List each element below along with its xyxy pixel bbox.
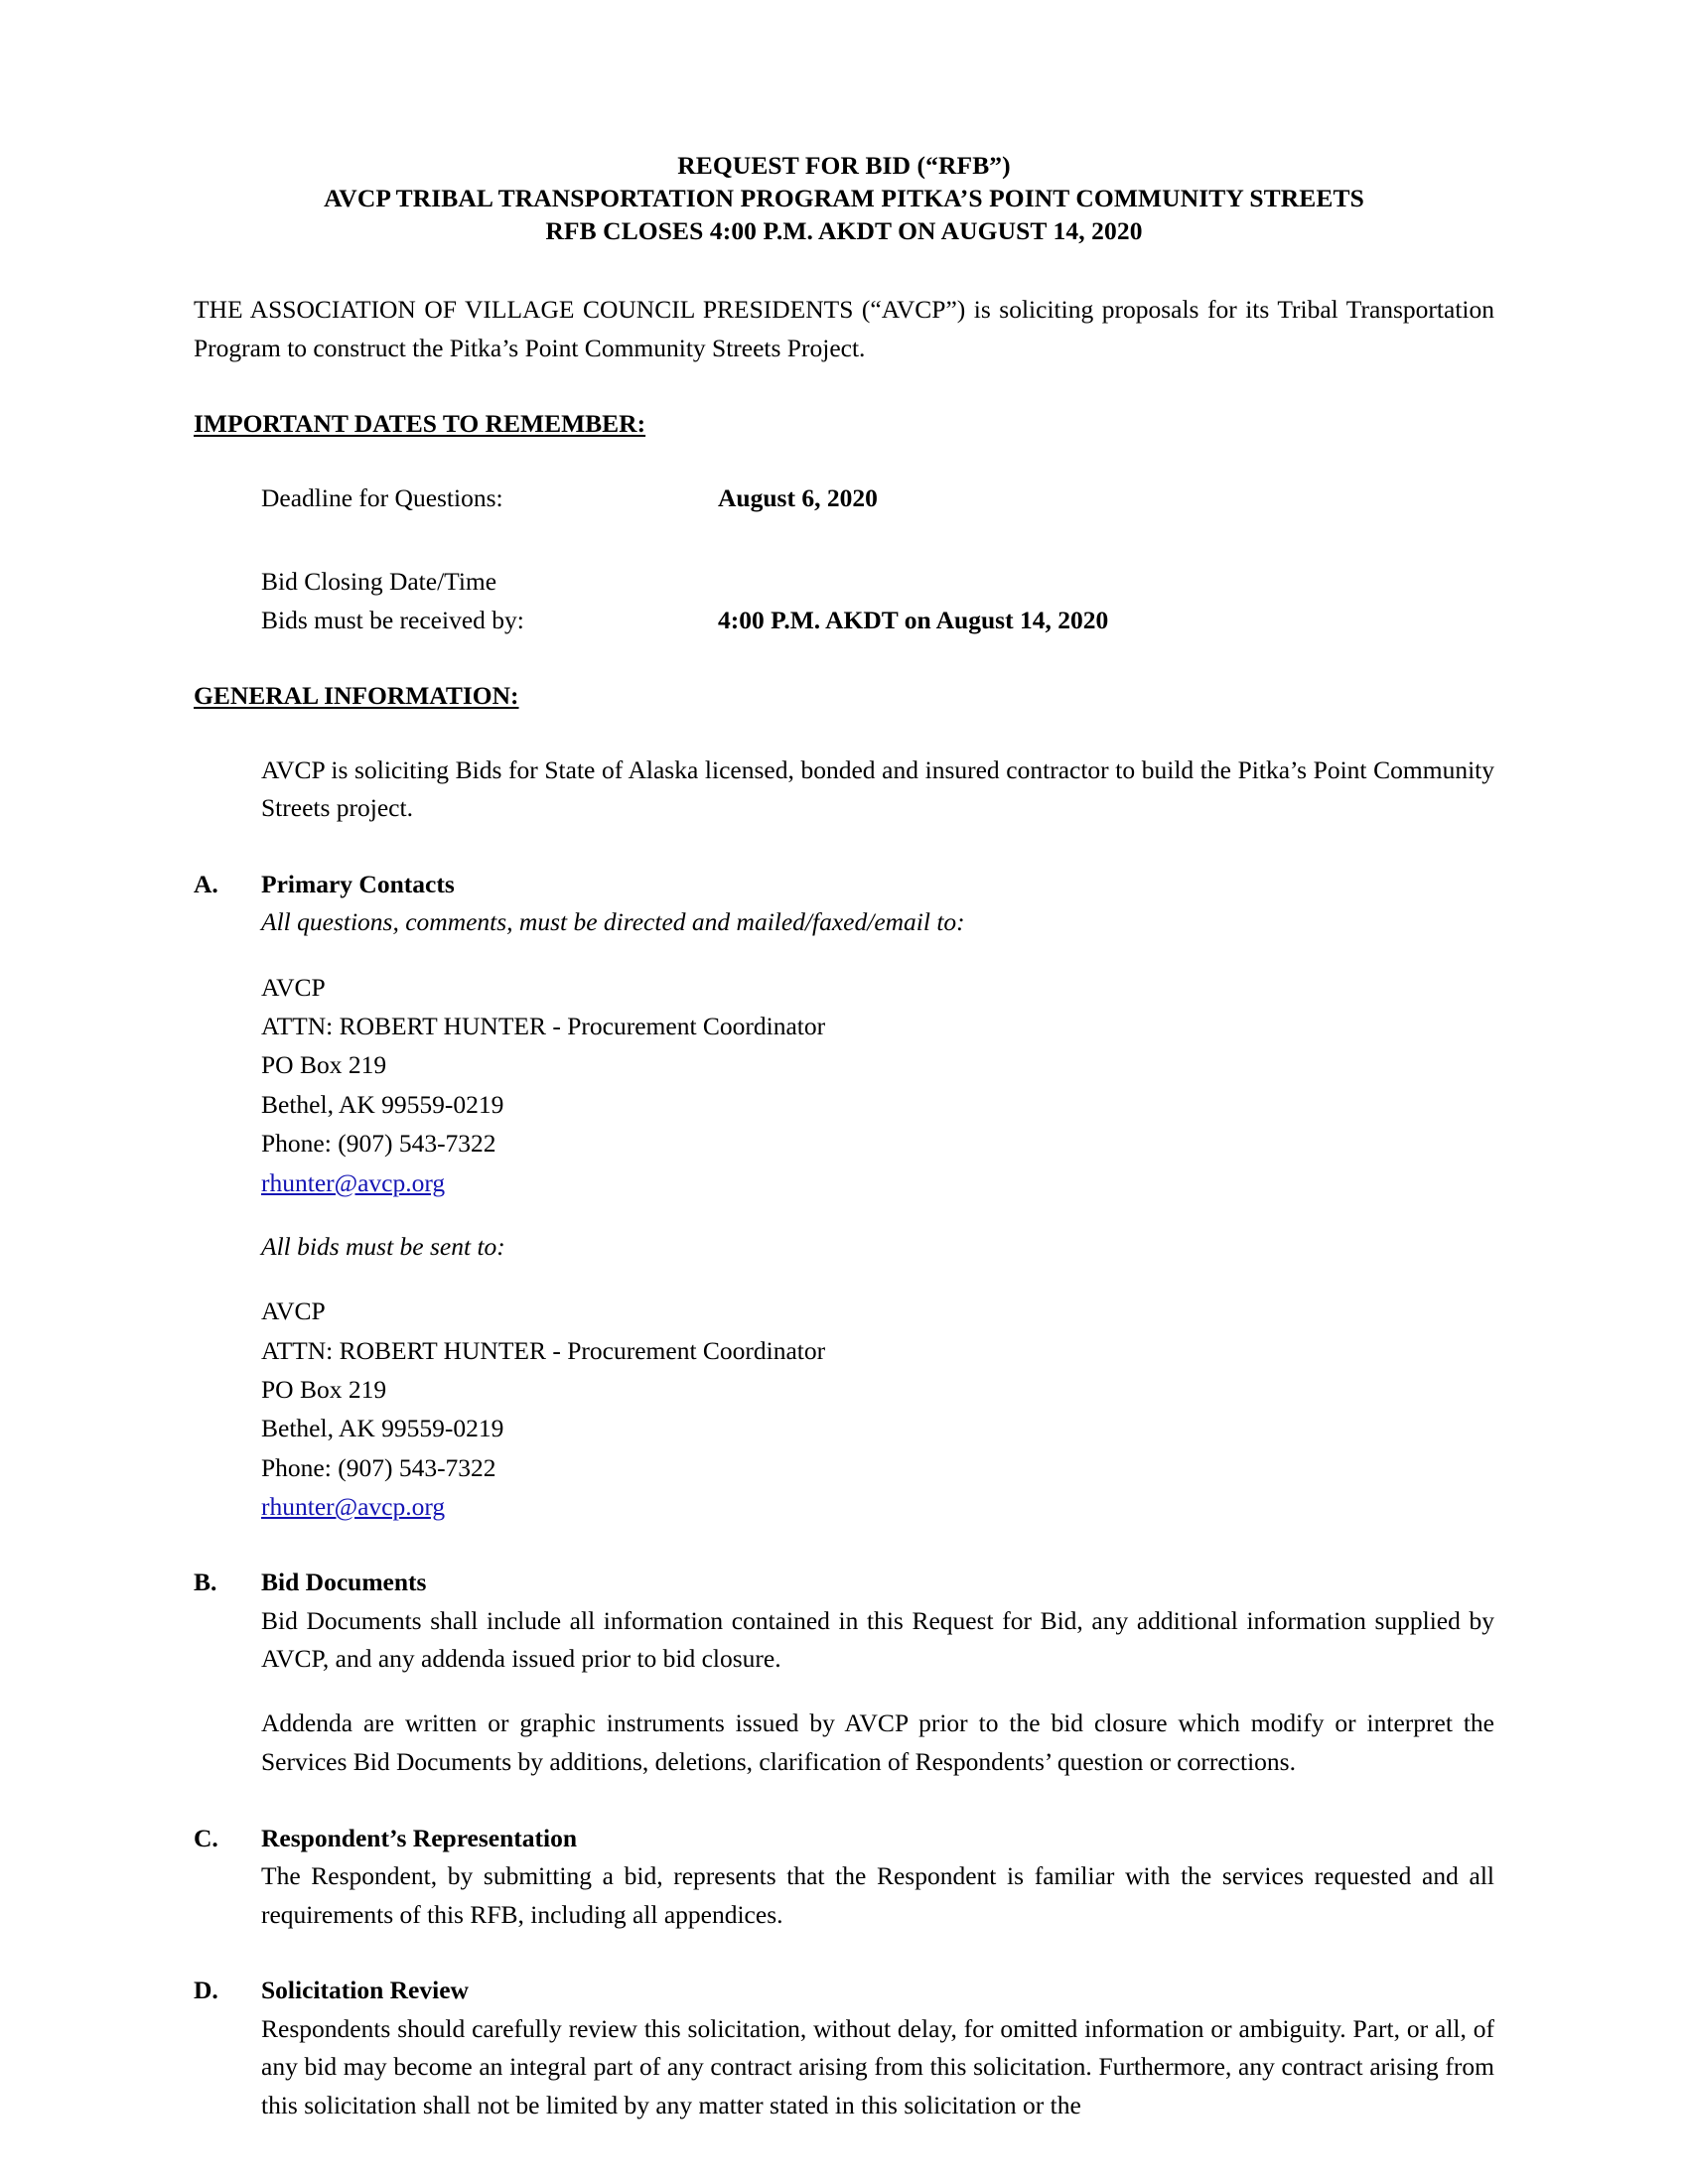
document-title-block	[194, 149, 1494, 247]
address-attn: ATTN: ROBERT HUNTER - Procurement Coordinator	[261, 1011, 826, 1040]
section-a-body	[261, 903, 1494, 1526]
spacer	[261, 1266, 1494, 1292]
section-c-letter: C.	[194, 1823, 218, 1852]
address-po-box: PO Box 219	[261, 1374, 387, 1404]
general-information-heading: GENERAL INFORMATION:	[194, 680, 519, 710]
title-line-1: REQUEST FOR BID (“RFB”)	[677, 151, 1011, 180]
address-org: AVCP	[261, 1297, 326, 1326]
deadline-questions-value: August 6, 2020	[718, 482, 878, 512]
important-dates-heading: IMPORTANT DATES TO REMEMBER:	[194, 408, 646, 438]
address-phone: Phone: (907) 543-7322	[261, 1129, 496, 1159]
table-row-gap	[194, 517, 1108, 563]
title-line-2: AVCP TRIBAL TRANSPORTATION PROGRAM PITKA’S POINT COMMUNITY STREETS	[324, 184, 1364, 213]
section-b-paragraph-1: Bid Documents shall include all information contained in this Request for Bid, any additional information supplied by AVCP, and any addenda issued prior to bid closure.	[261, 1605, 1494, 1674]
section-d-heading	[194, 1972, 1494, 2009]
table-row	[194, 479, 1108, 518]
address-attn: ATTN: ROBERT HUNTER - Procurement Coordinator	[261, 1335, 826, 1365]
section-d-letter: D.	[194, 1976, 218, 2005]
intro-paragraph: THE ASSOCIATION OF VILLAGE COUNCIL PRESIDENTS (“AVCP”) is soliciting proposals for its Tribal Transportation Program to construct the Pitka’s Point Community Streets Project.	[194, 295, 1494, 363]
bids-received-label: Bids must be received by:	[261, 606, 524, 635]
contact-address-2	[261, 1292, 1494, 1526]
spacer	[261, 1679, 1494, 1705]
section-a-italic-note-2: All bids must be sent to:	[261, 1231, 505, 1261]
section-d-body	[261, 2010, 1494, 2125]
table-row	[194, 563, 1108, 602]
spacer	[194, 368, 1494, 406]
section-a-letter: A.	[194, 870, 218, 899]
spacer	[194, 714, 1494, 751]
section-a-heading	[194, 866, 1494, 903]
contact-address-1	[261, 968, 1494, 1202]
important-dates-heading-wrap	[194, 406, 1494, 442]
page-content	[194, 149, 1494, 2125]
spacer	[194, 640, 1494, 678]
section-d-paragraph-1: Respondents should carefully review this solicitation, without delay, for omitted information or ambiguity. Part, or all, of any bid may become an integral part of any contract arising from this solicitation. Furthermore, any contract arising from this solicitation shall not be limited by any matter stated in this solicitation or the	[261, 2013, 1494, 2120]
section-c-body	[261, 1857, 1494, 1935]
important-dates-table	[194, 479, 1108, 640]
address-city-state-zip: Bethel, AK 99559-0219	[261, 1089, 504, 1119]
spacer	[194, 1934, 1494, 1972]
address-po-box: PO Box 219	[261, 1050, 387, 1080]
section-a-title: Primary Contacts	[261, 870, 455, 899]
title-line-3: RFB CLOSES 4:00 P.M. AKDT ON AUGUST 14, 2020	[545, 216, 1143, 246]
section-d	[194, 1972, 1494, 2125]
section-a-italic-note-1: All questions, comments, must be directed and mailed/faxed/email to:	[261, 907, 965, 937]
general-information-body: AVCP is soliciting Bids for State of Alaska licensed, bonded and insured contractor to build the Pitka’s Point Community Streets project.	[261, 754, 1494, 823]
bids-received-value: 4:00 P.M. AKDT on August 14, 2020	[718, 606, 1109, 635]
email-link[interactable]: rhunter@avcp.org	[261, 1167, 446, 1197]
general-information-heading-wrap	[194, 678, 1494, 714]
spacer	[194, 1526, 1494, 1564]
deadline-questions-label: Deadline for Questions:	[261, 482, 503, 512]
section-b-paragraph-2: Addenda are written or graphic instruments issued by AVCP prior to the bid closure which modify or interpret the Services Bid Documents by additions, deletions, clarification of Respondents’ question or corrections.	[261, 1708, 1494, 1776]
spacer	[261, 1202, 1494, 1228]
general-information-body-wrap	[261, 751, 1494, 829]
section-b	[194, 1564, 1494, 1781]
spacer	[261, 942, 1494, 968]
section-b-heading	[194, 1564, 1494, 1601]
bid-closing-label-line1: Bid Closing Date/Time	[261, 567, 497, 597]
section-b-body	[261, 1602, 1494, 1782]
section-a	[194, 866, 1494, 1526]
spacer	[194, 442, 1494, 479]
spacer	[194, 1782, 1494, 1820]
section-c	[194, 1820, 1494, 1935]
section-c-title: Respondent’s Representation	[261, 1823, 578, 1852]
section-d-title: Solicitation Review	[261, 1976, 469, 2005]
address-city-state-zip: Bethel, AK 99559-0219	[261, 1414, 504, 1443]
section-b-letter: B.	[194, 1568, 217, 1597]
spacer	[194, 828, 1494, 866]
section-b-title: Bid Documents	[261, 1568, 427, 1597]
section-c-paragraph-1: The Respondent, by submitting a bid, represents that the Respondent is familiar with the services requested and all requirements of this RFB, including all appendices.	[261, 1860, 1494, 1929]
address-phone: Phone: (907) 543-7322	[261, 1452, 496, 1482]
email-link[interactable]: rhunter@avcp.org	[261, 1492, 446, 1522]
table-row	[194, 602, 1108, 640]
section-c-heading	[194, 1820, 1494, 1857]
address-org: AVCP	[261, 972, 326, 1002]
